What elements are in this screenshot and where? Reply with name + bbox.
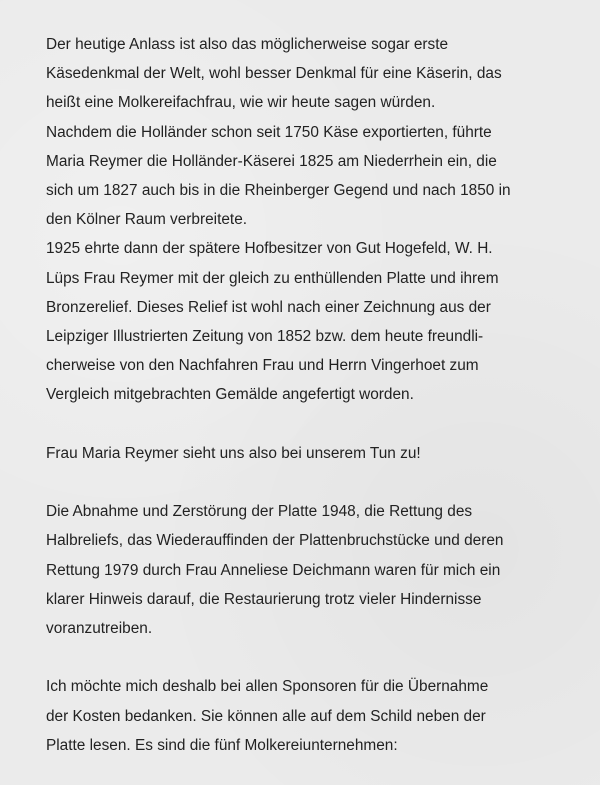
speech-text: [46, 30, 586, 760]
text-line: der Kosten bedanken. Sie können alle auf dem Schild neben der: [46, 707, 486, 725]
text-line: Lüps Frau Reymer mit der gleich zu enthüllenden Platte und ihrem: [46, 269, 499, 287]
text-line: 1925 ehrte dann der spätere Hofbesitzer von Gut Hogefeld, W. H.: [46, 240, 493, 258]
text-line: Käsedenkmal der Welt, wohl besser Denkmal für eine Käserin, das: [46, 65, 502, 83]
paragraph-3: [46, 497, 586, 643]
text-line: cherweise von den Nachfahren Frau und Herrn Vingerhoet zum: [46, 357, 479, 375]
text-line: Leipziger Illustrierten Zeitung von 1852 bzw. dem heute freundli-: [46, 328, 484, 346]
text-line: klarer Hinweis darauf, die Restaurierung trotz vieler Hindernisse: [46, 590, 482, 608]
text-line: Ich möchte mich deshalb bei allen Sponsoren für die Übernahme: [46, 678, 489, 696]
paragraph-4: [46, 672, 586, 760]
paragraph-gap: [46, 410, 586, 439]
text-line: heißt eine Molkereifachfrau, wie wir heute sagen würden.: [46, 94, 436, 112]
paragraph-gap: [46, 468, 586, 497]
text-line: Rettung 1979 durch Frau Anneliese Deichmann waren für mich ein: [46, 561, 501, 579]
text-line: voranzutreiben.: [46, 620, 153, 638]
paragraph-gap: [46, 643, 586, 672]
text-line: Bronzerelief. Dieses Relief ist wohl nach einer Zeichnung aus der: [46, 298, 491, 316]
paragraph-1: [46, 30, 586, 410]
paragraph-2: [46, 439, 586, 468]
text-line: sich um 1827 auch bis in die Rheinberger Gegend und nach 1850 in: [46, 182, 511, 200]
text-line: Die Abnahme und Zerstörung der Platte 1948, die Rettung des: [46, 503, 473, 521]
text-line: Der heutige Anlass ist also das möglicherweise sogar erste: [46, 36, 449, 53]
text-line: den Kölner Raum verbreitete.: [46, 211, 248, 229]
text-line: Maria Reymer die Holländer-Käserei 1825 am Niederrhein ein, die: [46, 152, 497, 170]
text-line: Vergleich mitgebrachten Gemälde angefertigt worden.: [46, 386, 414, 404]
text-line: Platte lesen. Es sind die fünf Molkereiunternehmen:: [46, 736, 398, 754]
text-line: Nachdem die Holländer schon seit 1750 Käse exportierten, führte: [46, 123, 492, 141]
text-line: Halbreliefs, das Wiederauffinden der Plattenbruchstücke und deren: [46, 532, 504, 550]
text-line: Frau Maria Reymer sieht uns also bei unserem Tun zu!: [46, 444, 421, 462]
